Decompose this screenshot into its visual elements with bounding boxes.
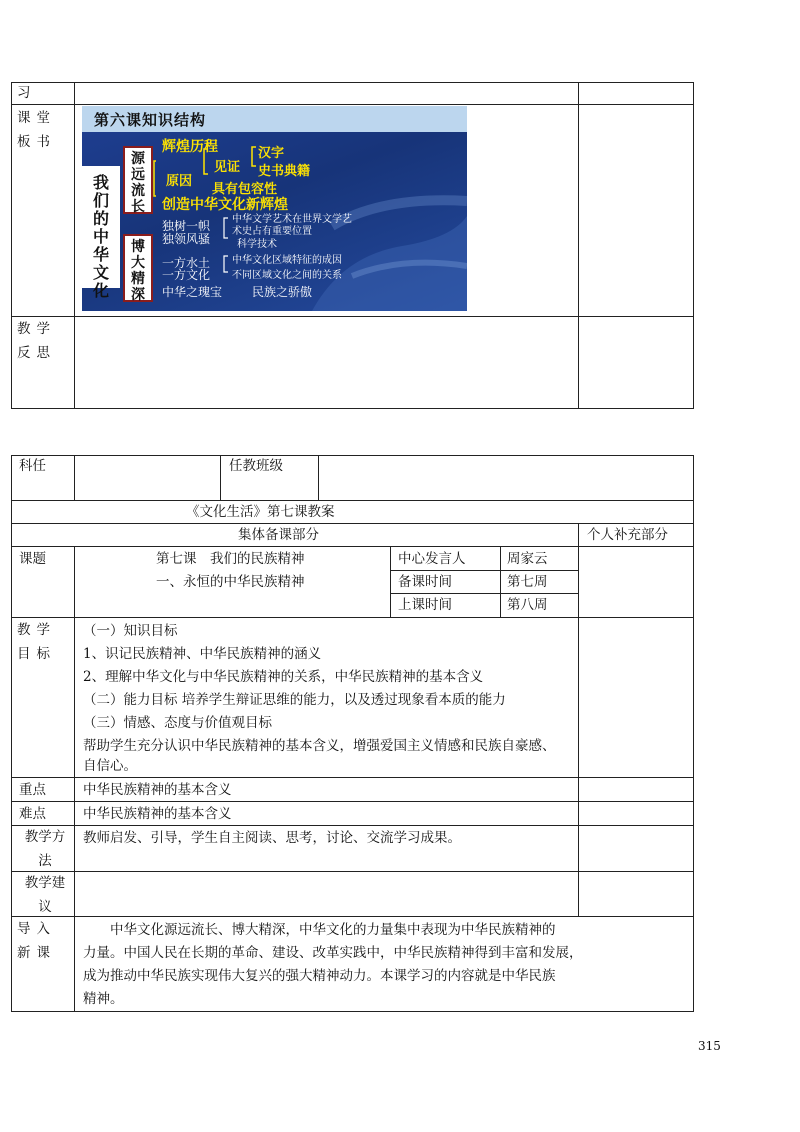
topic-line2: 一、永恒的中华民族精神	[156, 574, 305, 590]
slide-text: 不同区域文化之间的关系	[232, 270, 342, 281]
divider	[11, 777, 694, 778]
divider	[11, 871, 694, 872]
divider	[74, 455, 75, 500]
method-value: 教师启发、引导，学生自主阅读、思考，讨论、交流学习成果。	[83, 830, 461, 846]
doc-title: 《文化生活》第七课教案	[186, 504, 335, 520]
slide-text: 中华文学艺术在世界文学艺	[232, 214, 352, 225]
row-label-xi: 习	[17, 85, 31, 101]
divider	[11, 523, 694, 524]
slide-text: 独领风骚	[162, 232, 211, 246]
slide-text: 见证	[214, 160, 241, 175]
divider	[11, 617, 694, 618]
divider	[390, 546, 391, 617]
topic-label: 课题	[19, 551, 46, 567]
slide-text: 具有包容性	[212, 182, 278, 197]
divider	[390, 593, 578, 594]
intro-line: 力量。中国人民在长期的革命、建设、改革实践中，中华民族精神得到丰富和发展，	[83, 945, 583, 961]
goal-line: 自信心。	[83, 758, 137, 774]
goal-line: 2、理解中华文化与中华民族精神的关系，中华民族精神的基本含义	[83, 669, 484, 685]
slide-text: 汉字	[258, 146, 285, 161]
goal-line: （一）知识目标	[83, 623, 178, 639]
divider	[11, 825, 694, 826]
divider	[11, 104, 694, 105]
slide-text: 独树一帜	[162, 219, 211, 233]
slide-text: 中华之瑰宝	[162, 285, 223, 299]
slide-text: 辉煌历程	[162, 139, 218, 155]
slide-text: 科学技术	[237, 239, 277, 250]
divider	[318, 455, 319, 500]
key-value: 中华民族精神的基本含义	[83, 782, 232, 798]
divider	[11, 546, 694, 547]
divider	[11, 916, 694, 917]
goal-line: （三）情感、态度与价值观目标	[83, 715, 272, 731]
divider	[11, 316, 694, 317]
class-label: 任教班级	[229, 458, 283, 474]
suggest-label: 教学建议	[24, 875, 66, 915]
slide-main-topic: 我们的中华文化	[82, 166, 120, 288]
slide-text: 创造中华文化新辉煌	[162, 197, 288, 213]
divider	[74, 546, 75, 1012]
slide-text: 一方文化	[162, 268, 211, 282]
prep-time-label: 备课时间	[398, 574, 452, 590]
slide-text: 一方水土	[162, 256, 211, 270]
intro-line: 成为推动中华民族实现伟大复兴的强大精神动力。本课学习的内容就是中华民族	[83, 968, 556, 984]
class-time-label: 上课时间	[398, 597, 452, 613]
slide-text: 中华文化区域特征的成因	[232, 255, 342, 266]
difficult-value: 中华民族精神的基本含义	[83, 806, 232, 822]
subject-label: 科任	[19, 458, 46, 474]
speaker-label: 中心发言人	[398, 551, 466, 567]
key-label: 重点	[19, 782, 46, 798]
reflection-label: 教学反思	[17, 321, 56, 361]
slide-box-profound: 博大精深	[123, 234, 153, 302]
goal-line: 1、识记民族精神、中华民族精神的涵义	[83, 646, 322, 662]
intro-line: 精神。	[83, 991, 124, 1007]
divider	[220, 455, 221, 500]
slide-box-history: 源远流长	[123, 146, 153, 214]
divider	[11, 500, 694, 501]
goals-label: 教学目标	[17, 622, 56, 662]
slide-text: 民族之骄傲	[252, 285, 313, 299]
class-time-value: 第八周	[507, 597, 548, 613]
slide-text: 原因	[166, 174, 193, 189]
divider	[578, 82, 579, 409]
topic-line1: 第七课 我们的民族精神	[156, 551, 305, 567]
speaker-value: 周家云	[507, 551, 548, 567]
divider	[390, 570, 578, 571]
knowledge-structure-slide	[82, 106, 467, 311]
divider	[11, 801, 694, 802]
divider	[578, 523, 579, 916]
prep-time-value: 第七周	[507, 574, 548, 590]
slide-title-bar	[82, 106, 467, 132]
intro-label: 导入新课	[17, 921, 56, 961]
slide-text: 术史占有重要位置	[232, 226, 312, 237]
page-number: 315	[698, 1039, 721, 1053]
personal-label: 个人补充部分	[587, 527, 668, 543]
collective-label: 集体备课部分	[238, 527, 319, 543]
divider	[500, 546, 501, 617]
method-label: 教学方法	[24, 829, 66, 869]
intro-line: 中华文化源远流长、博大精深，中华文化的力量集中表现为中华民族精神的	[83, 922, 556, 938]
goal-line: 帮助学生充分认识中华民族精神的基本含义，增强爱国主义情感和民族自豪感、	[83, 738, 556, 754]
board-label: 课堂板书	[17, 110, 56, 150]
divider	[74, 82, 75, 409]
slide-text: 史书典籍	[258, 164, 311, 179]
slide-title: 第六课知识结构	[94, 111, 207, 129]
difficult-label: 难点	[19, 806, 46, 822]
goal-line: （二）能力目标 培养学生辩证思维的能力，以及透过现象看本质的能力	[83, 692, 506, 708]
